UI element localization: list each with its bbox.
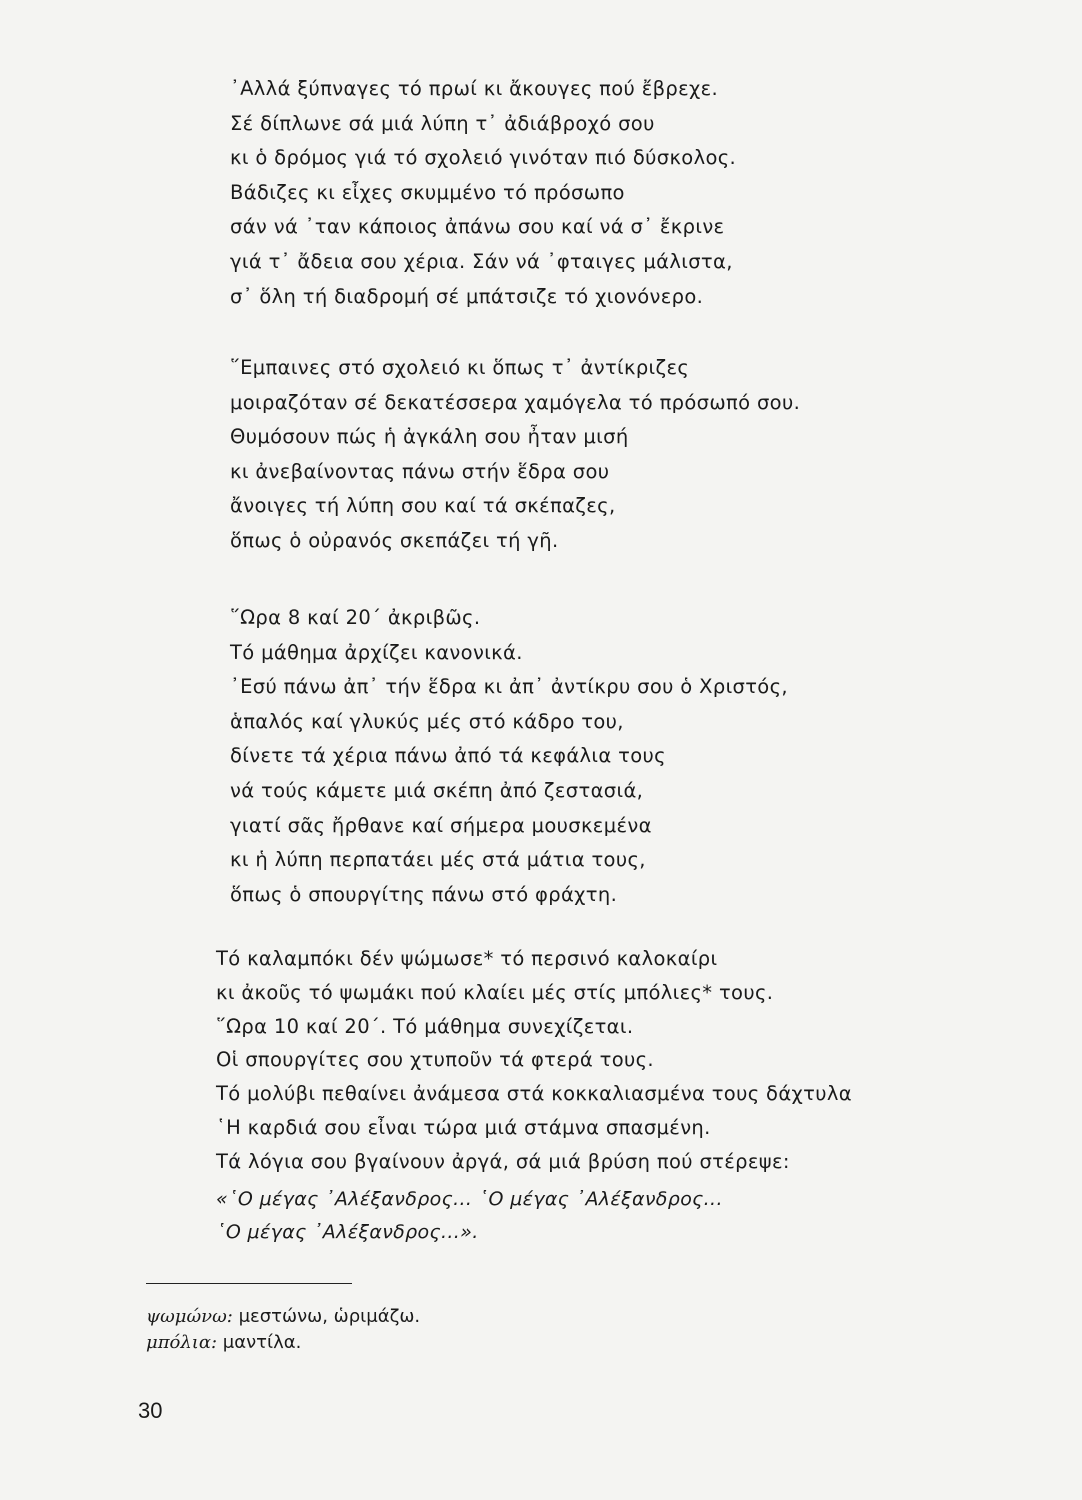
poem-line: κι ὁ δρόμος γιά τό σχολειό γινόταν πιό δύσκολος. xyxy=(230,146,737,170)
poem-line: κι ἀκοῦς τό ψωμάκι πού κλαίει μές στίς μπόλιες* τους. xyxy=(216,980,774,1004)
poem-line: Τό μάθημα ἀρχίζει κανονικά. xyxy=(230,640,523,664)
poem-line: σάν νά ᾿ταν κάποιος ἀπάνω σου καί νά σ᾿ ἔκρινε xyxy=(230,215,725,239)
poem-line: Τό καλαμπόκι δέν ψώμωσε* τό περσινό καλοκαίρι xyxy=(216,947,718,970)
poem-line: μοιραζόταν σέ δεκατέσσερα χαμόγελα τό πρόσωπό σου. xyxy=(230,390,801,414)
poem-line: κι ἀνεβαίνοντας πάνω στήν ἕδρα σου xyxy=(230,459,610,483)
footnotes xyxy=(146,1304,420,1356)
poem-stanza xyxy=(216,942,852,1250)
poem-line: Τό μολύβι πεθαίνει ἀνάμεσα στά κοκκαλιασμένα τους δάχτυλα xyxy=(216,1082,852,1106)
poem-line: ἁπαλός καί γλυκύς μές στό κάδρο του, xyxy=(230,709,624,733)
footnote-term: ψωμώνω: xyxy=(146,1306,233,1327)
quoted-line: ῾Ο μέγας ᾿Αλέξανδρος...». xyxy=(216,1221,479,1244)
poem-line: ῾Η καρδιά σου εἶναι τώρα μιά στάμνα σπασμένη. xyxy=(216,1115,711,1139)
poem-line: ὅπως ὁ οὐρανός σκεπάζει τή γῆ. xyxy=(230,528,559,552)
poem-stanza xyxy=(230,72,736,314)
poem-line: Βάδιζες κι εἶχες σκυμμένο τό πρόσωπο xyxy=(230,180,625,204)
poem-line: Τά λόγια σου βγαίνουν ἀργά, σά μιά βρύση πού στέρεψε: xyxy=(216,1149,790,1173)
footnote-term: μπόλια: xyxy=(146,1332,218,1353)
poem-line: δίνετε τά χέρια πάνω ἀπό τά κεφάλια τους xyxy=(230,744,666,768)
footnote-definition: μαντίλα. xyxy=(222,1332,302,1353)
poem-line: γιατί σᾶς ἤρθανε καί σήμερα μουσκεμένα xyxy=(230,813,652,837)
poem-line: Θυμόσουν πώς ἡ ἀγκάλη σου ἦταν μισή xyxy=(230,425,629,449)
poem-line: ῞Ωρα 10 καί 20΄. Τό μάθημα συνεχίζεται. xyxy=(216,1014,634,1038)
poem-line: κι ἡ λύπη περπατάει μές στά μάτια τους, xyxy=(230,848,646,872)
poem-line: γιά τ᾿ ἄδεια σου χέρια. Σάν νά ᾿φταιγες μάλιστα, xyxy=(230,249,733,273)
footnote-divider xyxy=(146,1283,352,1284)
footnote xyxy=(146,1304,420,1330)
poem-line: ῞Ωρα 8 καί 20΄ ἀκριβῶς. xyxy=(230,606,481,629)
poem-line: ῞Εμπαινες στό σχολειό κι ὅπως τ᾿ ἀντίκριζες xyxy=(230,356,690,379)
poem-stanza xyxy=(230,601,788,912)
footnote xyxy=(146,1330,420,1356)
poem-line: νά τούς κάμετε μιά σκέπη ἀπό ζεστασιά, xyxy=(230,778,644,802)
poem-line: Οἱ σπουργίτες σου χτυποῦν τά φτερά τους. xyxy=(216,1048,654,1072)
poem-line: Σέ δίπλωνε σά μιά λύπη τ᾿ ἀδιάβροχό σου xyxy=(230,111,655,135)
footnote-definition: μεστώνω, ὡριμάζω. xyxy=(238,1306,421,1327)
page-number: 30 xyxy=(138,1398,163,1423)
poem-line: ᾿Αλλά ξύπναγες τό πρωί κι ἄκουγες πού ἔβρεχε. xyxy=(230,77,719,100)
quoted-line: «῾Ο μέγας ᾿Αλέξανδρος... ῾Ο μέγας ᾿Αλέξανδρος... xyxy=(216,1187,723,1210)
poem-line: ὅπως ὁ σπουργίτης πάνω στό φράχτη. xyxy=(230,882,618,906)
poem-line: ἄνοιγες τή λύπη σου καί τά σκέπαζες, xyxy=(230,494,616,518)
poem-line: σ᾿ ὅλη τή διαδρομή σέ μπάτσιζε τό χιονόνερο. xyxy=(230,284,704,308)
poem-line: ᾿Εσύ πάνω ἀπ᾿ τήν ἕδρα κι ἀπ᾿ ἀντίκρυ σου ὁ Χριστός, xyxy=(230,675,788,699)
poem-stanza xyxy=(230,351,800,559)
